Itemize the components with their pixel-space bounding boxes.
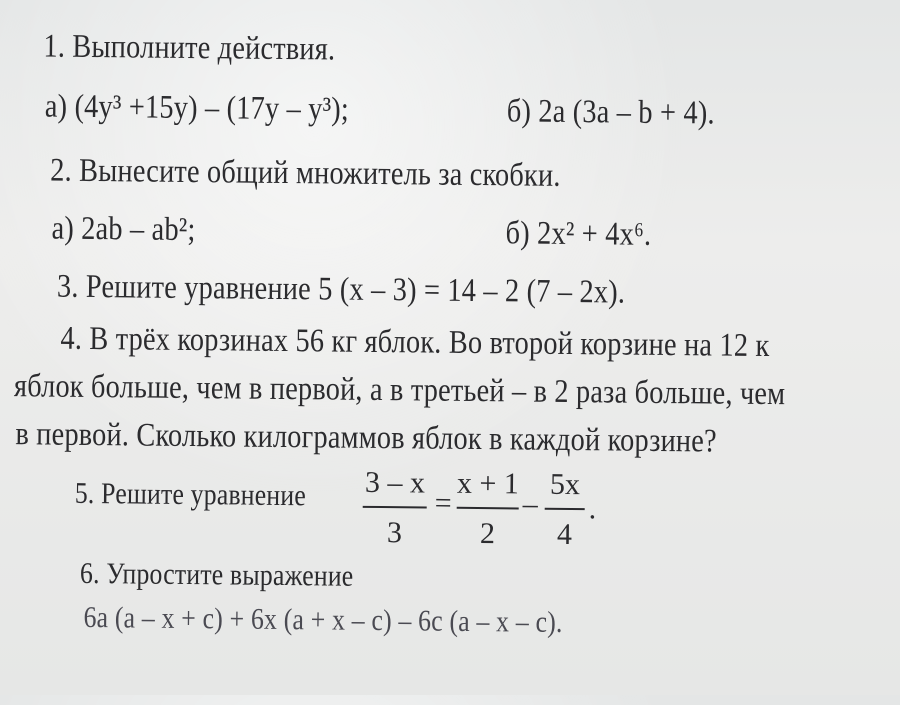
fraction-3: [544, 468, 585, 552]
minus-sign: –: [522, 487, 538, 521]
fraction-1: [362, 466, 427, 551]
fraction-1-bar: [363, 506, 427, 509]
task4-line1: 4. В трёх корзинах 56 кг яблок. Во второй корзине на 12 к: [60, 320, 770, 365]
fraction-2: [456, 467, 519, 552]
fraction-3-bar: [545, 508, 585, 510]
task1-part-b: б) 2a (3a – b + 4).: [506, 93, 715, 132]
equation-period: .: [588, 492, 597, 526]
task6-title: 6. Упростите выражение: [79, 556, 354, 593]
task6-expression: 6a (a – x + c) + 6x (a + x – c) – 6c (a – x – c).: [83, 600, 563, 639]
fraction-2-numerator: x + 1: [456, 466, 520, 501]
task5-label: 5. Решите уравнение: [74, 476, 307, 513]
task4-line3: в первой. Сколько килограммов яблок в каждой корзине?: [15, 416, 718, 460]
equals-sign: =: [434, 486, 452, 520]
fraction-1-denominator: 3: [386, 516, 403, 550]
fraction-1-numerator: 3 – x: [364, 465, 426, 500]
task3-text: 3. Решите уравнение 5 (x – 3) = 14 – 2 (7 – 2x).: [56, 268, 626, 311]
task4-line2: яблок больше, чем в первой, а в третьей – в 2 раза больше, чем: [13, 368, 786, 413]
fraction-2-denominator: 2: [479, 517, 496, 551]
task1-title: 1. Выполните действия.: [43, 28, 336, 68]
fraction-3-denominator: 4: [556, 517, 573, 552]
task2-part-a: а) 2ab – ab²;: [51, 210, 196, 249]
fraction-2-bar: [457, 507, 519, 510]
task1-part-a: а) (4y³ +15y) – (17y – y³);: [44, 88, 350, 128]
task2-title: 2. Вынесите общий множитель за скобки.: [50, 152, 561, 194]
fraction-3-numerator: 5x: [549, 467, 581, 502]
task2-part-b: б) 2x² + 4x⁶.: [505, 215, 652, 253]
